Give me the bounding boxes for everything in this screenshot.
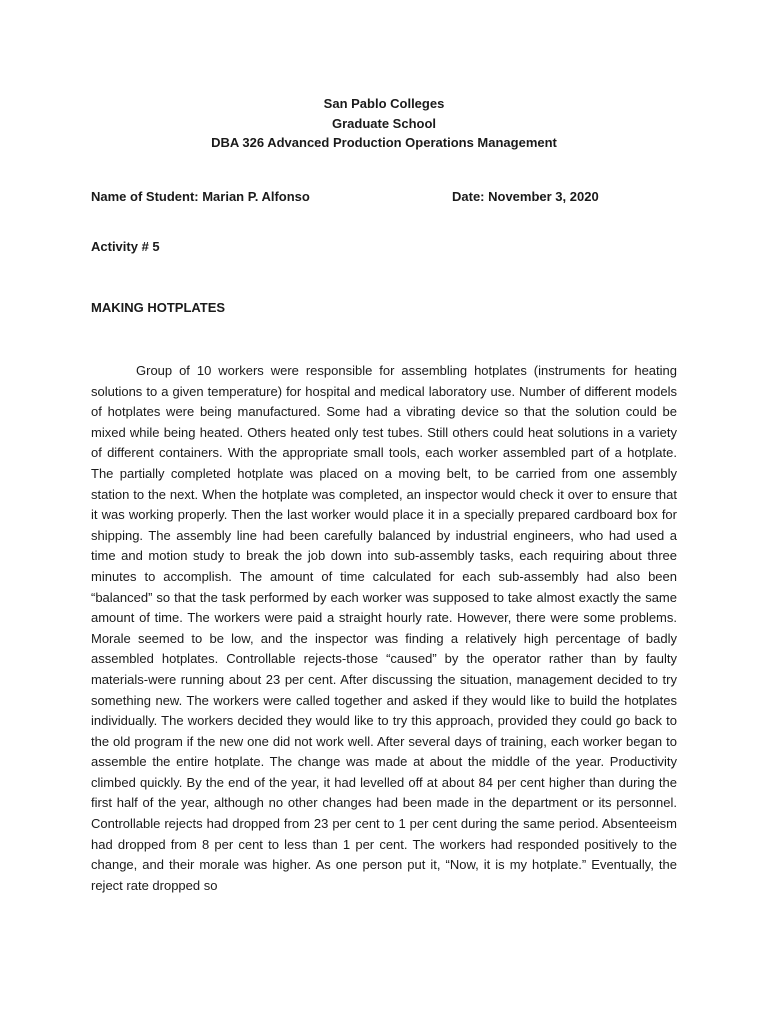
student-name: Name of Student: Marian P. Alfonso <box>91 189 310 204</box>
activity-label: Activity # 5 <box>91 239 160 254</box>
document-header <box>0 94 768 153</box>
institution-name: San Pablo Colleges <box>323 96 445 111</box>
section-title: MAKING HOTPLATES <box>91 300 226 315</box>
student-info-row <box>91 189 691 209</box>
body-paragraph: Group of 10 workers were responsible for assembling hotplates (instruments for heating solutions to a given temperature) for hospital and medical laboratory use. Number of different models of hotplates were being manufactured. Some had a vibrating device so that the solution could be mixed while being heated. Others heated only test tubes. Still others could heat solutions in a variety of different containers. With the appropriate small tools, each worker assembled part of a hotplate. The partially completed hotplate was placed on a moving belt, to be carried from one assembly station to the next. When the hotplate was completed, an inspector would check it over to ensure that it was working properly. Then the last worker would place it in a specially prepared cardboard box for shipping. The assembly line had been carefully balanced by industrial engineers, who had used a time and motion study to break the job down into sub-assembly tasks, each requiring about three minutes to accomplish. The amount of time calculated for each sub-assembly had also been “balanced” so that the task performed by each worker was supposed to take almost exactly the same amount of time. The workers were paid a straight hourly rate. However, there were some problems. Morale seemed to be low, and the inspector was finding a relatively high percentage of badly assembled hotplates. Controllable rejects-those “caused” by the operator rather than by faulty materials-were running about 23 per cent. After discussing the situation, management decided to try something new. The workers were called together and asked if they would like to build the hotplates individually. The workers decided they would like to try this approach, provided they could go back to the old program if the new one did not work well. After several days of training, each worker began to assemble the entire hotplate. The change was made at about the middle of the year. Productivity climbed quickly. By the end of the year, it had levelled off at about 84 per cent higher than during the first half of the year, although no other changes had been made in the department or its personnel. Controllable rejects had dropped from 23 per cent to 1 per cent during the same period. Absenteeism had dropped from 8 per cent to less than 1 per cent. The workers had responded positively to the change, and their morale was higher. As one person put it, “Now, it is my hotplate.” Eventually, the reject rate dropped so <box>91 363 677 893</box>
submission-date: Date: November 3, 2020 <box>452 189 599 204</box>
course-title: DBA 326 Advanced Production Operations Management <box>211 135 557 150</box>
school-name: Graduate School <box>331 115 437 131</box>
